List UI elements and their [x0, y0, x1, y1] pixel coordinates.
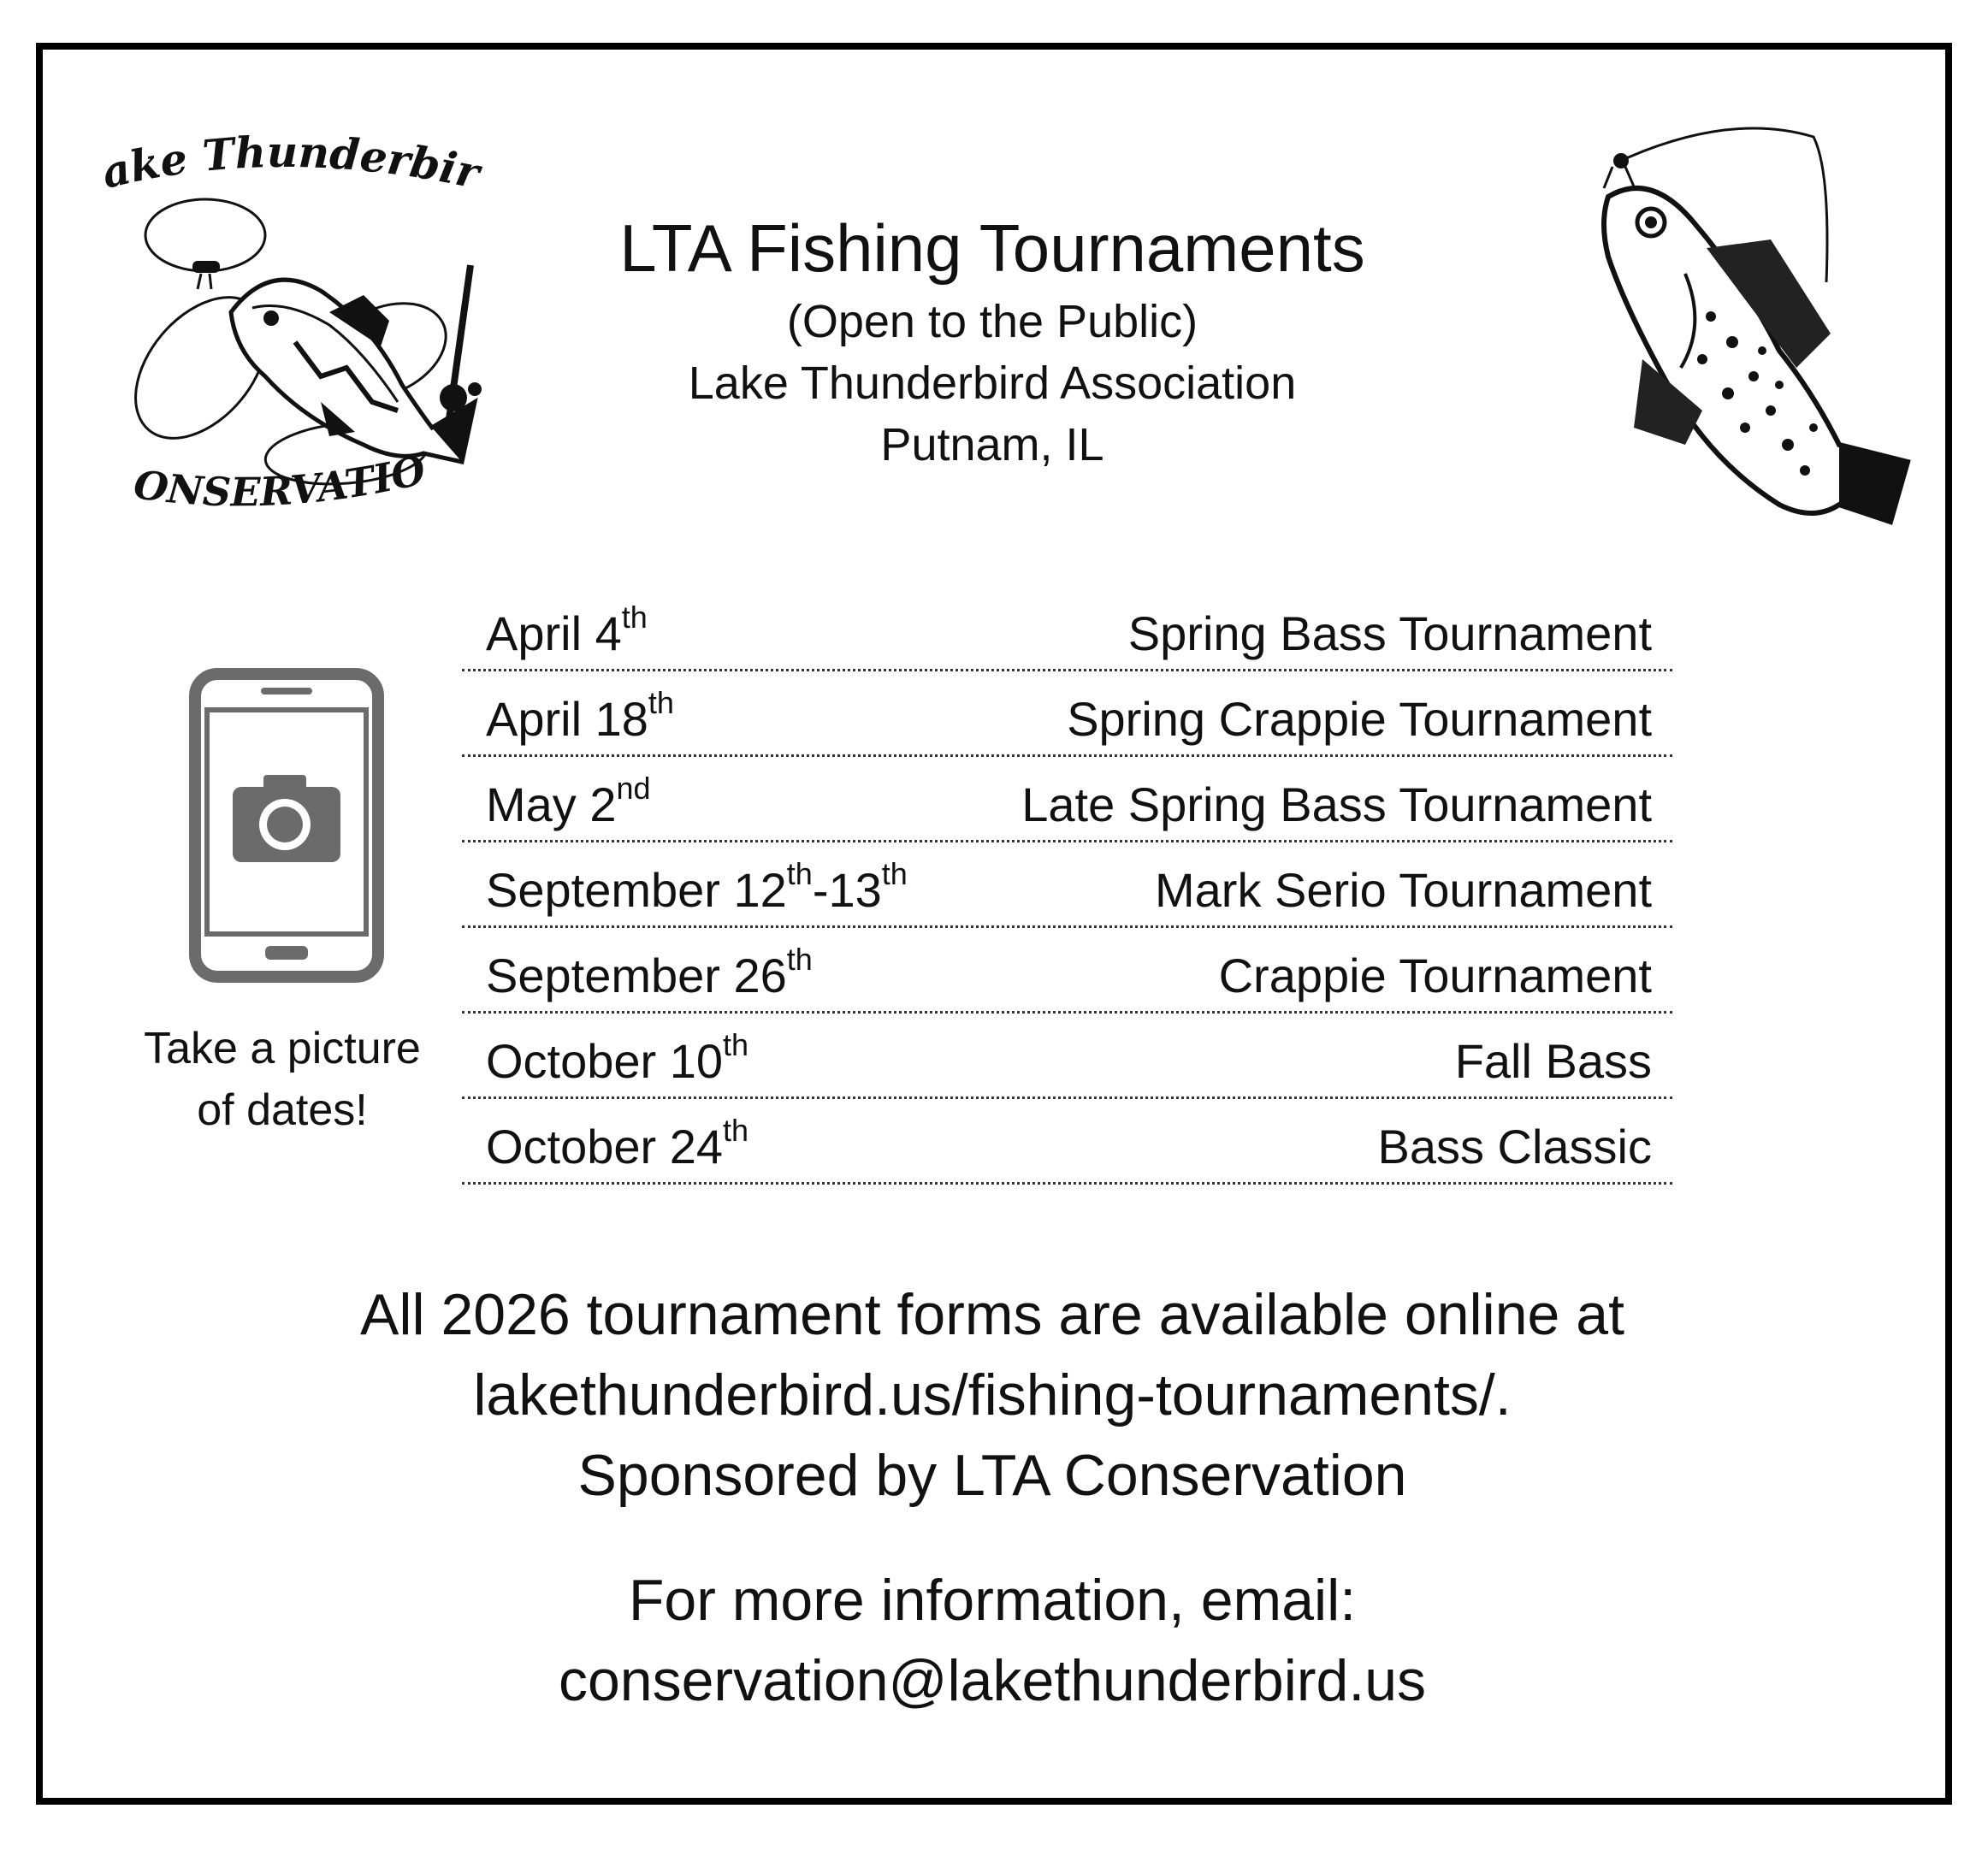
page-title: LTA Fishing Tournaments — [619, 210, 1365, 286]
schedule-event: Crappie Tournament — [1218, 949, 1652, 1002]
schedule-event: Spring Bass Tournament — [1127, 606, 1652, 660]
schedule-date: September 26th — [486, 942, 813, 1002]
forms-line: All 2026 tournament forms are available online at — [360, 1282, 1624, 1347]
crappie-fish-illustration — [1557, 120, 1916, 564]
schedule-event: Mark Serio Tournament — [1155, 863, 1652, 917]
schedule-date: October 24th — [486, 1113, 749, 1173]
phone-caption — [120, 1018, 445, 1141]
header-association: Lake Thunderbird Association — [688, 358, 1297, 409]
forms-url[interactable]: lakethunderbird.us/fishing-tournaments/. — [473, 1362, 1512, 1427]
contact-label: For more information, email: — [628, 1568, 1357, 1633]
svg-text:Lake Thunderbird — [73, 94, 483, 199]
schedule-row — [462, 1014, 1672, 1099]
schedule-event: Spring Crappie Tournament — [1067, 692, 1652, 746]
header — [530, 205, 1454, 476]
header-location: Putnam, IL — [880, 419, 1104, 470]
header-subtitle-open: (Open to the Public) — [786, 296, 1198, 347]
schedule-event: Bass Classic — [1377, 1120, 1652, 1173]
caption-line-1: Take a picture — [144, 1024, 421, 1073]
phone-camera-icon — [188, 667, 385, 984]
caption-line-2: of dates! — [197, 1085, 368, 1135]
schedule-date: October 10th — [486, 1027, 749, 1088]
sponsor-line: Sponsored by LTA Conservation — [577, 1443, 1407, 1508]
tournament-schedule — [462, 586, 1672, 1185]
forms-info — [205, 1274, 1779, 1516]
schedule-row — [462, 671, 1672, 757]
schedule-date: April 4th — [486, 600, 648, 660]
schedule-date: May 2nd — [486, 771, 651, 831]
schedule-row — [462, 586, 1672, 671]
contact-info — [205, 1560, 1779, 1721]
schedule-row — [462, 757, 1672, 842]
logo-bottom-text: ONSERVATIO — [131, 446, 430, 516]
schedule-row — [462, 1099, 1672, 1185]
logo-top-text: ake Thunderbir — [97, 126, 483, 198]
schedule-event: Fall Bass — [1454, 1034, 1652, 1088]
contact-email[interactable]: conservation@lakethunderbird.us — [558, 1648, 1427, 1713]
schedule-date: April 18th — [486, 685, 674, 746]
schedule-row — [462, 842, 1672, 928]
conservation-logo — [73, 94, 483, 522]
schedule-event: Late Spring Bass Tournament — [1021, 777, 1652, 831]
schedule-row — [462, 928, 1672, 1014]
schedule-date: September 12th-13th — [486, 856, 908, 917]
